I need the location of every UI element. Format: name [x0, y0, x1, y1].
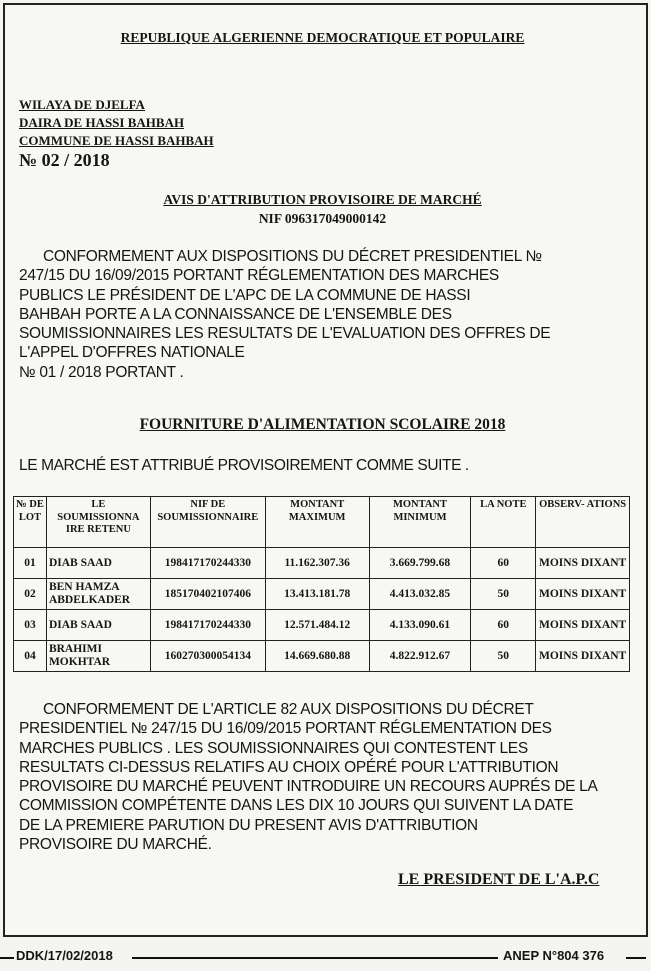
cell-max: 11.162.307.36 [265, 548, 369, 579]
closing-line: PROVISOIRE DU MARCHÉ. [19, 836, 212, 854]
intro-line: SOUMISSIONNAIRES LES RESULTATS DE L'EVALUATION DES OFFRES DE [19, 325, 551, 343]
footer-rule [132, 957, 498, 959]
table-header-row [14, 497, 630, 548]
closing-line: DE LA PREMIERE PARUTION DU PRESENT AVIS D'ATTRIBUTION [19, 816, 478, 834]
header-lot: № DE LOT [14, 497, 47, 548]
intro-line: 247/15 DU 16/09/2015 PORTANT RÉGLEMENTATION DES MARCHES [19, 267, 499, 285]
cell-note: 50 [471, 579, 536, 610]
intro-line: PUBLICS LE PRÉSIDENT DE L'APC DE LA COMMUNE DE HASSI [19, 286, 471, 304]
closing-line: PROVISOIRE DU MARCHÉ PEUVENT INTRODUIRE UN RECOURS AUPRÉS DE LA [19, 778, 598, 796]
header-nif: NIF DE SOUMISSIONNAIRE [150, 497, 265, 548]
cell-lot: 02 [14, 579, 47, 610]
cell-obs: MOINS DIXANT [536, 548, 630, 579]
cell-name: BEN HAMZA ABDELKADER [46, 579, 150, 610]
cell-min: 4.822.912.67 [369, 641, 471, 672]
attribution-line: LE MARCHÉ EST ATTRIBUÉ PROVISOIREMENT COMME SUITE . [19, 457, 469, 474]
header-observations: OBSERV- ATIONS [536, 497, 630, 548]
cell-min: 4.133.090.61 [369, 610, 471, 641]
closing-line: MARCHES PUBLICS . LES SOUMISSIONNAIRES QUI CONTESTENT LES [19, 739, 528, 757]
cell-name: BRAHIMI MOKHTAR [46, 641, 150, 672]
cell-lot: 04 [14, 641, 47, 672]
cell-obs: MOINS DIXANT [536, 579, 630, 610]
republic-header: REPUBLIQUE ALGERIENNE DEMOCRATIQUE ET POPULAIRE [120, 30, 525, 45]
market-subject: FOURNITURE D'ALIMENTATION SCOLAIRE 2018 [139, 416, 506, 433]
header-soumissionnaire: LE SOUMISSIONNA IRE RETENU [46, 497, 150, 548]
header-note: LA NOTE [471, 497, 536, 548]
cell-lot: 01 [14, 548, 47, 579]
cell-nif: 185170402107406 [150, 579, 265, 610]
cell-nif: 160270300054134 [150, 641, 265, 672]
results-table [13, 496, 630, 672]
intro-line: BAHBAH PORTE A LA CONNAISSANCE DE L'ENSEMBLE DES [19, 305, 452, 323]
intro-line: CONFORMEMENT AUX DISPOSITIONS DU DÉCRET PRESIDENTIEL № [43, 248, 542, 265]
table-row [14, 548, 630, 579]
intro-line: L'APPEL D'OFFRES NATIONALE [19, 344, 245, 362]
cell-nif: 198417170244330 [150, 610, 265, 641]
daira-line: DAIRA DE HASSI BAHBAH [19, 115, 185, 130]
cell-min: 3.669.799.68 [369, 548, 471, 579]
cell-lot: 03 [14, 610, 47, 641]
cell-note: 60 [471, 548, 536, 579]
table-row [14, 579, 630, 610]
closing-line: CONFORMEMENT DE L'ARTICLE 82 AUX DISPOSITIONS DU DÉCRET [43, 701, 534, 718]
cell-note: 60 [471, 610, 536, 641]
cell-name: DIAB SAAD [46, 610, 150, 641]
cell-min: 4.413.032.85 [369, 579, 471, 610]
intro-line: № 01 / 2018 PORTANT . [19, 363, 184, 381]
header-montant-max: MONTANT MAXIMUM [265, 497, 369, 548]
closing-paragraph [19, 700, 619, 854]
table-row [14, 610, 630, 641]
cell-max: 14.669.680.88 [265, 641, 369, 672]
footer-ref-left: DDK/17/02/2018 [16, 948, 113, 963]
cell-max: 13.413.181.78 [265, 579, 369, 610]
notice-nif: NIF 096317049000142 [258, 211, 387, 226]
footer-rule [626, 957, 646, 959]
closing-line: PRESIDENTIEL № 247/15 DU 16/09/2015 PORTANT RÉGLEMENTATION DES [19, 720, 552, 738]
notice-number: № 02 / 2018 [19, 150, 110, 170]
table-row [14, 641, 630, 672]
cell-name: DIAB SAAD [46, 548, 150, 579]
cell-nif: 198417170244330 [150, 548, 265, 579]
header-montant-min: MONTANT MINIMUM [369, 497, 471, 548]
footer [0, 946, 651, 966]
intro-paragraph [19, 247, 619, 382]
signature-line: LE PRESIDENT DE L'A.P.C [398, 871, 600, 888]
footer-rule [0, 957, 14, 959]
cell-max: 12.571.484.12 [265, 610, 369, 641]
wilaya-line: WILAYA DE DJELFA [19, 97, 145, 112]
footer-ref-right: ANEP N°804 376 [503, 948, 605, 963]
cell-note: 50 [471, 641, 536, 672]
commune-line: COMMUNE DE HASSI BAHBAH [19, 133, 214, 148]
notice-title: AVIS D'ATTRIBUTION PROVISOIRE DE MARCHÉ [163, 192, 482, 207]
closing-line: RESULTATS CI-DESSUS RELATIFS AU CHOIX OPÉRÉ POUR L'ATTRIBUTION [19, 758, 559, 776]
cell-obs: MOINS DIXANT [536, 641, 630, 672]
cell-obs: MOINS DIXANT [536, 610, 630, 641]
closing-line: COMMISSION COMPÉTENTE DANS LES DIX 10 JOURS QUI SUIVENT LA DATE [19, 797, 574, 815]
